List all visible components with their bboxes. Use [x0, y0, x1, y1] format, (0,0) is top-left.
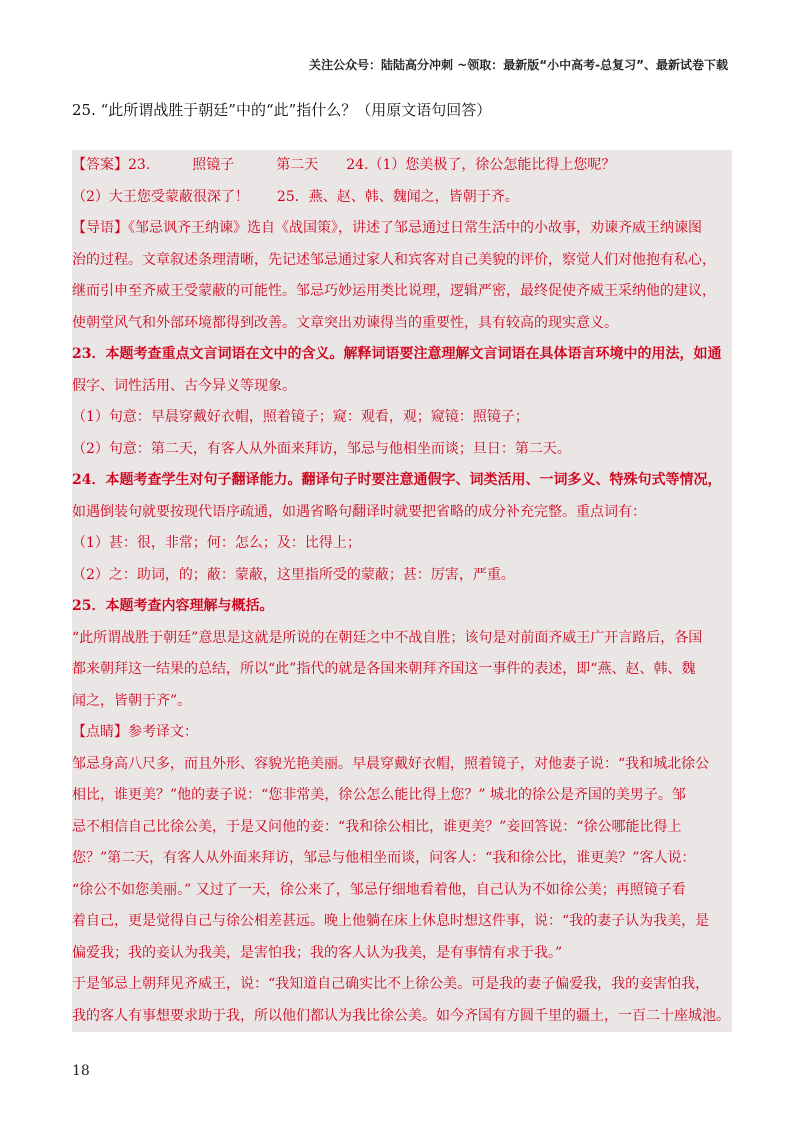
answer-line: [72, 371, 732, 403]
line-text: 邹忌身高八尺多，而且外形、容貌光艳美丽。早晨穿戴好衣帽，照着镜子，对他妻子说：“我和城北徐公: [72, 755, 710, 772]
answer-line: [72, 308, 732, 340]
line-text: （2）之：助词，的；蔽：蒙蔽，这里指所受的蒙蔽；甚：厉害，严重。: [72, 566, 515, 583]
line-text: 《邹忌讽齐王纳谏》选自《战国策》，讲述了邹忌通过日常生活中的小故事，劝谏齐威王纳谏图: [128, 220, 702, 236]
line-text: 都来朝拜这一结果的总结，所以“此”指代的就是各国来朝拜齐国这一事件的表述，即“燕、赵、韩、魏: [72, 661, 696, 677]
answer-line: [72, 434, 732, 466]
line-text: 25．本题考查内容理解与概括。: [72, 598, 274, 614]
line-text: 24．本题考查学生对句子翻译能力。翻译句子时要注意通假字、词类活用、一词多义、特殊句式等情况，: [72, 472, 722, 488]
page-header: 关注公众号：陆陆高分冲刺 ~领取：最新版“小中高考-总复习”、最新试卷下载: [309, 58, 728, 72]
answer-line: [72, 623, 732, 655]
answer-line: [72, 182, 732, 214]
line-text: 如遇倒装句就要按现代语序疏通，如遇省略句翻译时就要把省略的成分补充完整。重点词有：: [72, 503, 646, 520]
answer-line: [72, 339, 732, 371]
answer-line: [72, 150, 732, 182]
line-text: （1）甚：很，非常；何：怎么；及：比得上；: [72, 535, 361, 551]
line-text: 着自己，更是觉得自己与徐公相差甚远。晚上他躺在床上休息时想这件事，说：“我的妻子认为我美，是: [72, 913, 710, 929]
answer-line: [72, 1001, 732, 1033]
answer-explanation-block: [72, 150, 732, 1032]
answer-line: [72, 875, 732, 907]
answer-line: [72, 276, 732, 308]
answer-line: [72, 812, 732, 844]
answer-line: [72, 686, 732, 718]
answer-line: [72, 938, 732, 970]
line-text: “此所谓战胜于朝廷”意思是这就是所说的在朝廷之中不战自胜；该句是对前面齐威王广开言路后，各国: [72, 629, 703, 646]
line-text: 闻之，皆朝于齐”。: [72, 692, 192, 709]
answer-line: [72, 497, 732, 529]
line-text: 我的客人有事想要求助于我，所以他们都认为我比徐公美。如今齐国有方圆千里的疆土，一百二十座城池。: [72, 1007, 730, 1024]
line-text: 于是邹忌上朝拜见齐威王，说：“我知道自己确实比不上徐公美。可是我的妻子偏爱我，我的妾害怕我，: [72, 976, 710, 992]
line-text: （1）句意：早晨穿戴好衣帽，照着镜子；窥：观看，观；窥镜：照镜子；: [72, 409, 529, 425]
answer-line: [72, 843, 732, 875]
answer-line: [72, 560, 732, 592]
answer-line: [72, 245, 732, 277]
section-tag: 【点睛】: [72, 724, 128, 740]
answer-line: [72, 749, 732, 781]
line-text: （2）大王您受蒙蔽很深了！ 25．燕、赵、韩、魏闻之，皆朝于齐。: [72, 188, 519, 205]
answer-line: [72, 780, 732, 812]
line-text: 继而引申至齐威王受蒙蔽的可能性。邹忌巧妙运用类比说理，逻辑严密，最终促使齐威王采纳他的建议，: [72, 283, 716, 299]
line-text: 23．本题考查重点文言词语在文中的含义。解释词语要注意理解文言词语在具体语言环境中的用法，如通: [72, 346, 722, 362]
line-text: 偏爱我；我的妾认为我美，是害怕我；我的客人认为我美，是有事情有求于我。”: [72, 944, 563, 961]
line-text: 参考译文：: [128, 724, 198, 740]
line-text: 假字、词性活用、古今异义等现象。: [72, 377, 296, 394]
question-25: 25. “此所谓战胜于朝廷”中的“此”指什么？（用原文语句回答）: [72, 101, 492, 119]
answer-line: [72, 402, 732, 434]
answer-line: [72, 528, 732, 560]
answer-line: [72, 906, 732, 938]
answer-line: [72, 717, 732, 749]
answer-line: [72, 465, 732, 497]
line-text: 使朝堂风气和外部环境都得到改善。文章突出劝谏得当的重要性，具有较高的现实意义。: [72, 314, 618, 331]
section-tag: 【导语】: [72, 220, 128, 236]
answer-line: [72, 591, 732, 623]
line-text: 忌不相信自己比徐公美，于是又问他的妾：“我和徐公相比，谁更美？”妾回答说：“徐公哪能比得上: [72, 818, 682, 835]
answer-line: [72, 969, 732, 1001]
line-text: 您？”第二天，有客人从外面来拜访，邹忌与他相坐而谈，问客人：“我和徐公比，谁更美？”客人说：: [72, 850, 696, 866]
line-text: 治的过程。文章叙述条理清晰，先记述邹忌通过家人和宾客对自己美貌的评价，察觉人们对他抱有私心，: [72, 251, 716, 268]
line-text: （2）句意：第二天，有客人从外面来拜访，邹忌与他相坐而谈；旦日：第二天。: [72, 440, 571, 457]
answer-line: [72, 213, 732, 245]
page-number: 18: [72, 1063, 90, 1079]
line-text: “徐公不如您美丽。” 又过了一天，徐公来了，邹忌仔细地看着他，自己认为不如徐公美；再照镜子看: [72, 881, 686, 898]
answer-line: [72, 654, 732, 686]
line-text: 相比，谁更美？”他的妻子说：“您非常美，徐公怎么能比得上您？” 城北的徐公是齐国的美男子。邹: [72, 787, 686, 803]
line-text: 23. 照镜子 第二天 24.（1）您美极了，徐公怎能比得上您呢？: [128, 157, 616, 173]
section-tag: 【答案】: [72, 157, 128, 173]
